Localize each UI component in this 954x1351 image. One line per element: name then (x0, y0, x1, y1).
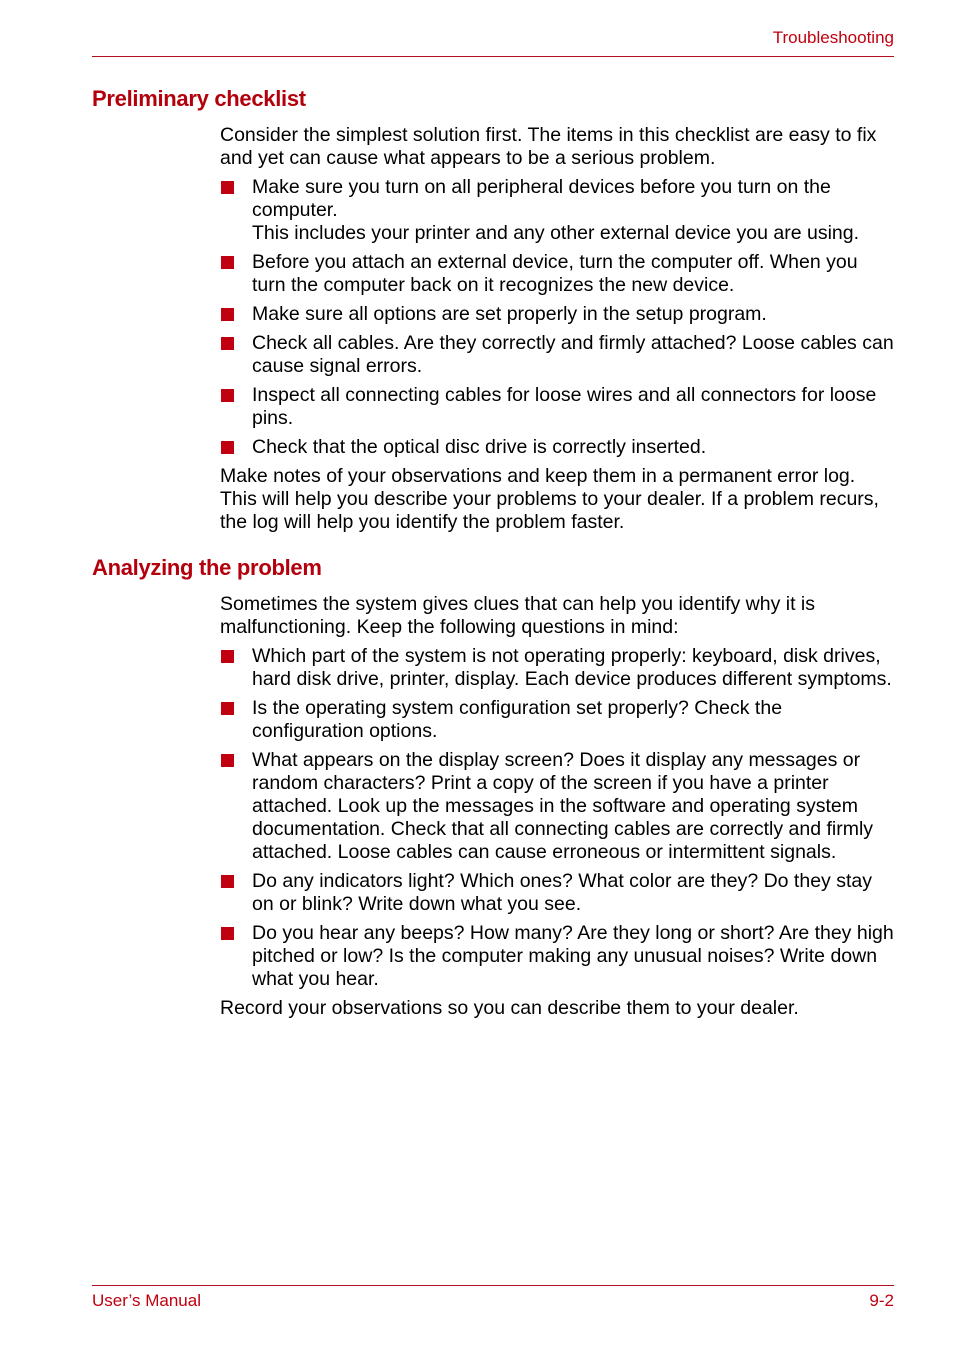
list-item-text: Check all cables. Are they correctly and firmly attached? Loose cables can cause signal errors. (252, 332, 894, 377)
list-item (220, 749, 894, 864)
square-bullet-icon (221, 875, 234, 888)
section-outro: Record your observations so you can describe them to your dealer. (220, 997, 799, 1019)
footer-manual-title: User’s Manual (92, 1291, 201, 1310)
list-item (220, 645, 894, 691)
list-item (220, 697, 894, 743)
list-item (220, 251, 894, 297)
list-item-text: Before you attach an external device, turn the computer off. When you turn the computer back on it recognizes the new device. (252, 251, 858, 296)
list-item (220, 384, 894, 430)
square-bullet-icon (221, 389, 234, 402)
list-item-text: Check that the optical disc drive is correctly inserted. (252, 436, 707, 458)
square-bullet-icon (221, 337, 234, 350)
question-list (220, 645, 894, 991)
square-bullet-icon (221, 256, 234, 269)
list-item-text: Do you hear any beeps? How many? Are they long or short? Are they high pitched or low? Is the computer making any unusual noises? Write down what you hear. (252, 922, 894, 990)
section-intro: Consider the simplest solution first. The items in this checklist are easy to fix and yet can cause what appears to be a serious problem. (220, 124, 877, 169)
footer-rule (92, 1285, 894, 1286)
list-item (220, 176, 894, 245)
list-item-text: Do any indicators light? Which ones? What color are they? Do they stay on or blink? Write down what you see. (252, 870, 872, 915)
list-item-text: Is the operating system configuration set properly? Check the configuration options. (252, 697, 783, 742)
running-header-chapter: Troubleshooting (772, 28, 894, 47)
section-heading-analyzing-the-problem: Analyzing the problem (92, 555, 322, 580)
section-heading-preliminary-checklist: Preliminary checklist (92, 86, 306, 111)
checklist (220, 176, 894, 459)
list-item-text: Make sure all options are set properly in the setup program. (252, 303, 767, 325)
section-outro: Make notes of your observations and keep them in a permanent error log. This will help you describe your problems to your dealer. If a problem recurs, the log will help you identify the problem faster. (220, 465, 879, 533)
list-item (220, 332, 894, 378)
list-item (220, 436, 894, 459)
list-item (220, 870, 894, 916)
list-item-text: Which part of the system is not operating properly: keyboard, disk drives, hard disk drive, printer, display. Each device produces different symptoms. (252, 645, 892, 690)
section-body-preliminary-checklist (220, 124, 894, 540)
list-item-note: This includes your printer and any other external device you are using. (252, 222, 860, 244)
square-bullet-icon (221, 927, 234, 940)
square-bullet-icon (221, 441, 234, 454)
square-bullet-icon (221, 650, 234, 663)
square-bullet-icon (221, 754, 234, 767)
section-intro: Sometimes the system gives clues that can help you identify why it is malfunctioning. Keep the following questions in mind: (220, 593, 816, 638)
list-item (220, 922, 894, 991)
page-number: 9-2 (869, 1291, 894, 1310)
square-bullet-icon (221, 308, 234, 321)
list-item (220, 303, 894, 326)
header-rule (92, 56, 894, 57)
square-bullet-icon (221, 181, 234, 194)
square-bullet-icon (221, 702, 234, 715)
list-item-text: Make sure you turn on all peripheral devices before you turn on the computer. (252, 176, 831, 221)
list-item-text: Inspect all connecting cables for loose wires and all connectors for loose pins. (252, 384, 877, 429)
section-body-analyzing-the-problem (220, 593, 894, 1026)
list-item-text: What appears on the display screen? Does it display any messages or random characters? Print a copy of the screen if you have a printer attached. Look up the messages in the software and operating system documentation. Check that all connecting cables are correctly and firmly attached. Loose cables can cause erroneous or intermittent signals. (252, 749, 874, 863)
